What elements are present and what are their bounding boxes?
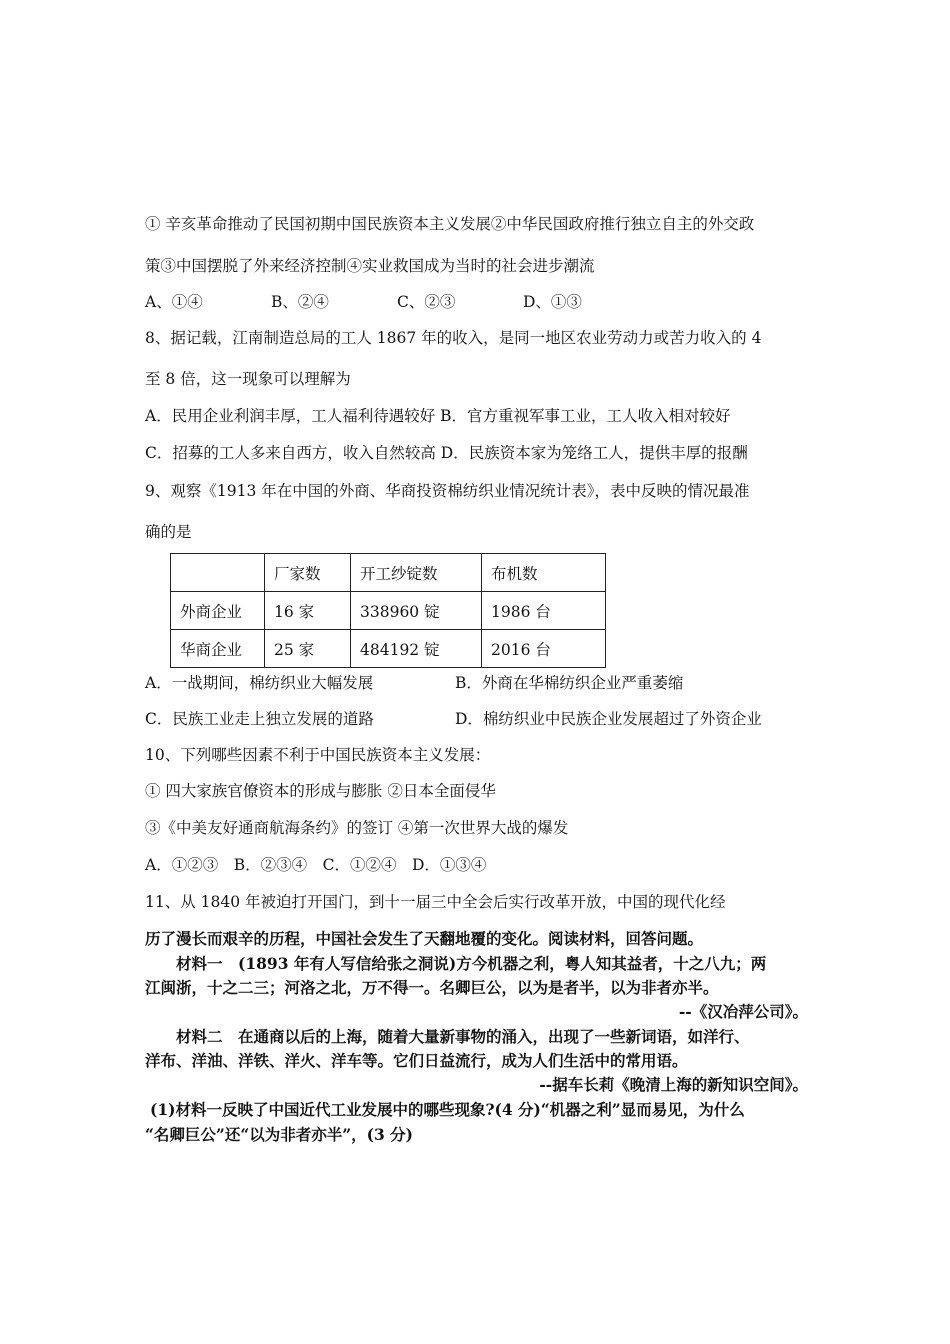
q10-options: A．①②③ B．②③④ C．①②④ D．①③④ [145,856,487,874]
statistics-table [170,553,606,668]
table-cell: 25 家 [265,630,351,668]
table-cell: 1986 台 [482,592,606,630]
q9-options-line2 [145,709,762,729]
q8-option-line1: A．民用企业利润丰厚，工人福利待遇较好 B．官方重视军事工业，工人收入相对较好 [145,407,731,425]
q7-option-b: B、②④ [271,293,329,311]
material-1-source: --《汉冶萍公司》。 [678,1002,808,1021]
material-2-line2: 洋布、洋油、洋铁、洋火、洋车等。它们日益流行，成为人们生活中的常用语。 [145,1051,688,1070]
q11-stem-line2: 历了漫长而艰辛的历程，中国社会发生了天翻地覆的变化。阅读材料，回答问题。 [145,929,704,948]
q9-stem-line1: 9、观察《1913 年在中国的外商、华商投资棉纺织业情况统计表》，表中反映的情况最准 [145,482,750,500]
q10-item-line2: ③《中美友好通商航海条约》的签订 ④第一次世界大战的爆发 [145,819,569,837]
material-2-source: --据车长莉《晚清上海的新知识空间》。 [539,1075,808,1094]
table-cell: 338960 锭 [351,592,482,630]
q8-stem-line2: 至 8 倍，这一现象可以理解为 [145,370,351,388]
table-header-cell: 布机数 [482,554,606,592]
table-cell: 484192 锭 [351,630,482,668]
q9-option-a: A．一战期间，棉纺织业大幅发展 [145,674,374,692]
sub-question-1-line2: “名卿巨公”还“以为非者亦半”，(3 分) [145,1125,414,1144]
material-1-line2: 江闽浙，十之二三；河洛之北，万不得一。名卿巨公，以为是者半，以为非者亦半。 [145,978,719,997]
q11-stem-line1: 11、从 1840 年被迫打开国门，到十一届三中全会后实行改革开放，中国的现代化经 [145,893,726,911]
table-header-cell: 开工纱锭数 [351,554,482,592]
q7-option-d: D、①③ [523,293,582,311]
q9-options-line1 [145,673,683,693]
q10-stem: 10、下列哪些因素不利于中国民族资本主义发展： [145,746,491,764]
q7-options [145,292,649,312]
q8-stem-line1: 8、据记载，江南制造总局的工人 1867 年的收入，是同一地区农业劳动力或苦力收入的 4 [145,329,762,347]
table-row [171,630,606,668]
q7-stem-line2: 策③中国摆脱了外来经济控制④实业救国成为当时的社会进步潮流 [145,257,595,275]
q9-option-d: D．棉纺织业中民族企业发展超过了外资企业 [455,710,762,728]
table-cell: 华商企业 [171,630,265,668]
q7-option-a: A、①④ [145,293,203,311]
q9-stem-line2: 确的是 [145,523,192,541]
q10-item-line1: ① 四大家族官僚资本的形成与膨胀 ②日本全面侵华 [145,782,496,800]
table-cell: 16 家 [265,592,351,630]
q8-option-line2: C．招募的工人多来自西方，收入自然较高 D．民族资本家为笼络工人，提供丰厚的报酬 [145,444,748,462]
q9-option-b: B．外商在华棉纺织企业严重萎缩 [455,674,684,692]
table-header-cell: 厂家数 [265,554,351,592]
table-cell: 外商企业 [171,592,265,630]
q7-option-c: C、②③ [397,293,456,311]
table-row [171,592,606,630]
q9-option-c: C．民族工业走上独立发展的道路 [145,710,374,728]
material-2-line1: 材料二 在通商以后的上海，随着大量新事物的涌入，出现了一些新词语，如洋行、 [176,1027,750,1046]
table-cell: 2016 台 [482,630,606,668]
table-header-row [171,554,606,592]
table-header-cell [171,554,265,592]
material-1-line1: 材料一 (1893 年有人写信给张之洞说)方今机器之利，粤人知其益者，十之八九；两 [176,954,767,973]
sub-question-1-line1: (1)材料一反映了中国近代工业发展中的哪些现象?(4 分)“机器之利”显而易见，为什么 [150,1100,745,1119]
q7-stem-line1: ① 辛亥革命推动了民国初期中国民族资本主义发展②中华民国政府推行独立自主的外交政 [145,215,755,233]
